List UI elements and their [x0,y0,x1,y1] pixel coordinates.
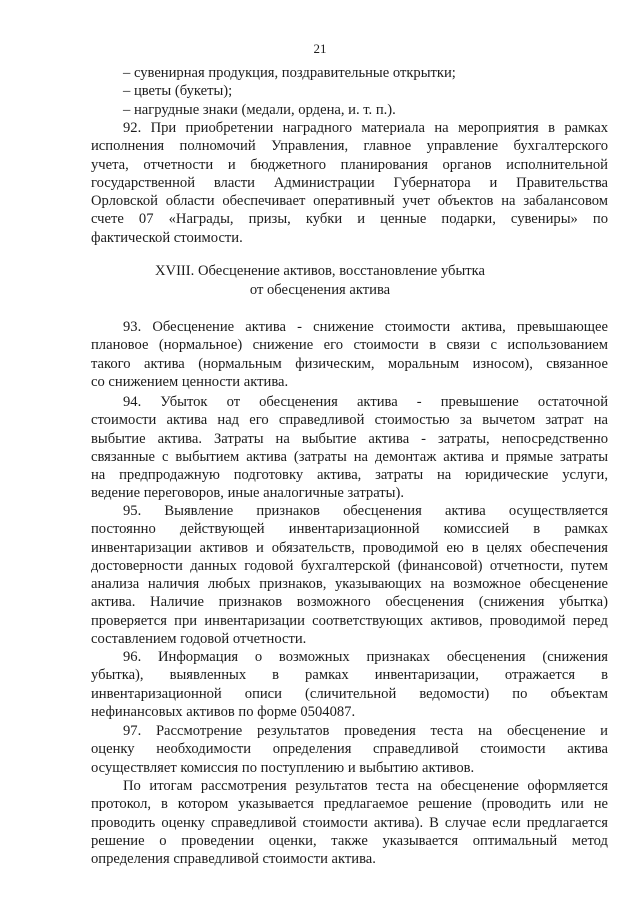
paragraph-line: плановое (нормальное) снижение его стоимости в связи с использованием [91,337,608,354]
paragraph-line: ведение переговоров, иные аналогичные затраты). [91,485,404,502]
paragraph-line: 92. При приобретении наградного материала на мероприятия в рамках [123,120,608,136]
paragraph-line: составлением годовой отчетности. [91,631,307,648]
paragraph-line: проводить оценку справедливой стоимости актива). В случае если предлагается [91,814,608,831]
paragraph-97 [91,722,608,777]
paragraph-line: 96. Информация о возможных признаках обесценения (снижения [123,649,608,665]
paragraph-line: со снижением ценности актива. [91,373,289,390]
paragraph-line: 93. Обесценение актива - снижение стоимости актива, превышающее [123,319,608,335]
paragraph-line: анализа наличия любых признаков, указывающих на возможное обесценение [91,576,608,593]
paragraph-line: учета, отчетности и бюджетного планирования органов исполнительной [91,156,608,173]
paragraph-line: протокол, в котором указывается предлагаемое решение (проводить или не [91,796,608,813]
paragraph-line: достоверности данных годовой бухгалтерской (финансовой) отчетности, путем [91,557,608,574]
list-item: – цветы (букеты); [123,83,233,100]
paragraph-line: По итогам рассмотрения результатов теста на обесценение оформляется [123,778,608,794]
paragraph-line: 97. Рассмотрение результатов проведения теста на обесценение и [123,723,608,739]
paragraph-line: инвентаризации активов и обязательств, проводимой ею в целях обеспечения [91,539,608,556]
paragraph-line: на предпродажную подготовку актива, затраты на юридические услуги, [91,467,608,484]
paragraph-94 [91,393,608,503]
paragraph-96 [91,648,608,721]
paragraph-line: стоимости актива над его справедливой стоимостью за вычетом затрат на [91,412,608,429]
paragraph-final [91,777,608,868]
paragraph-line: такого актива (нормальным физическим, моральным износом), связанное [91,355,608,372]
paragraph-line: оценку необходимости определения справедливой стоимости актива [91,741,608,758]
heading-line: от обесценения актива [249,282,391,298]
paragraph-line: инвентаризационной описи (сличительной ведомости) по объектам [91,685,608,702]
paragraph-line: 95. Выявление признаков обесценения актива осуществляется [123,503,608,519]
paragraph-line: счете 07 «Награды, призы, кубки и ценные подарки, сувениры» по [91,211,608,228]
paragraph-line: государственной власти Администрации Губернатора и Правительства [91,174,608,191]
paragraph-line: исполнения полномочий Управления, главное управление бухгалтерского [91,138,608,155]
paragraph-line: проверяется при инвентаризации соответствующих активов, проводимой перед [91,612,608,629]
paragraph-line: 94. Убыток от обесценения актива - превышение остаточной [123,394,608,410]
paragraph-line: осуществляет комиссия по поступлению и выбытию активов. [91,759,475,776]
page-number: 21 [313,41,327,56]
list-item: – сувенирная продукция, поздравительные открытки; [123,65,456,81]
paragraph-line: определения справедливой стоимости актива. [91,851,376,868]
top-list [91,64,608,119]
paragraph-line: нефинансовых активов по форме 0504087. [91,703,356,720]
paragraph-line: актива. Наличие признаков возможного обесценения (снижения убытка) [91,594,608,611]
paragraph-line: Орловской области обеспечивает оперативный учет объектов на забалансовом [91,193,608,210]
paragraph-line: убытка), выявленных в рамках инвентаризации, отражается в [91,667,608,684]
paragraph-92 [91,119,608,247]
paragraph-line: связанные с выбытием актива (затраты на демонтаж актива и прямые затраты [91,448,608,465]
paragraph-line: фактической стоимости. [91,229,243,246]
paragraph-line: решение о проведении оценки, также указывается оптимальный метод [91,832,608,849]
heading-line: XVIII. Обесценение активов, восстановление убытка [154,263,485,279]
paragraph-93 [91,318,608,391]
list-item: – нагрудные знаки (медали, ордена, и. т. п.). [123,101,396,118]
section-heading [0,262,640,300]
paragraph-line: постоянно действующей инвентаризационной комиссией в рамках [91,521,608,538]
paragraph-line: выбытие актива. Затраты на выбытие актива - затраты, непосредственно [91,430,608,447]
paragraph-95 [91,502,608,648]
